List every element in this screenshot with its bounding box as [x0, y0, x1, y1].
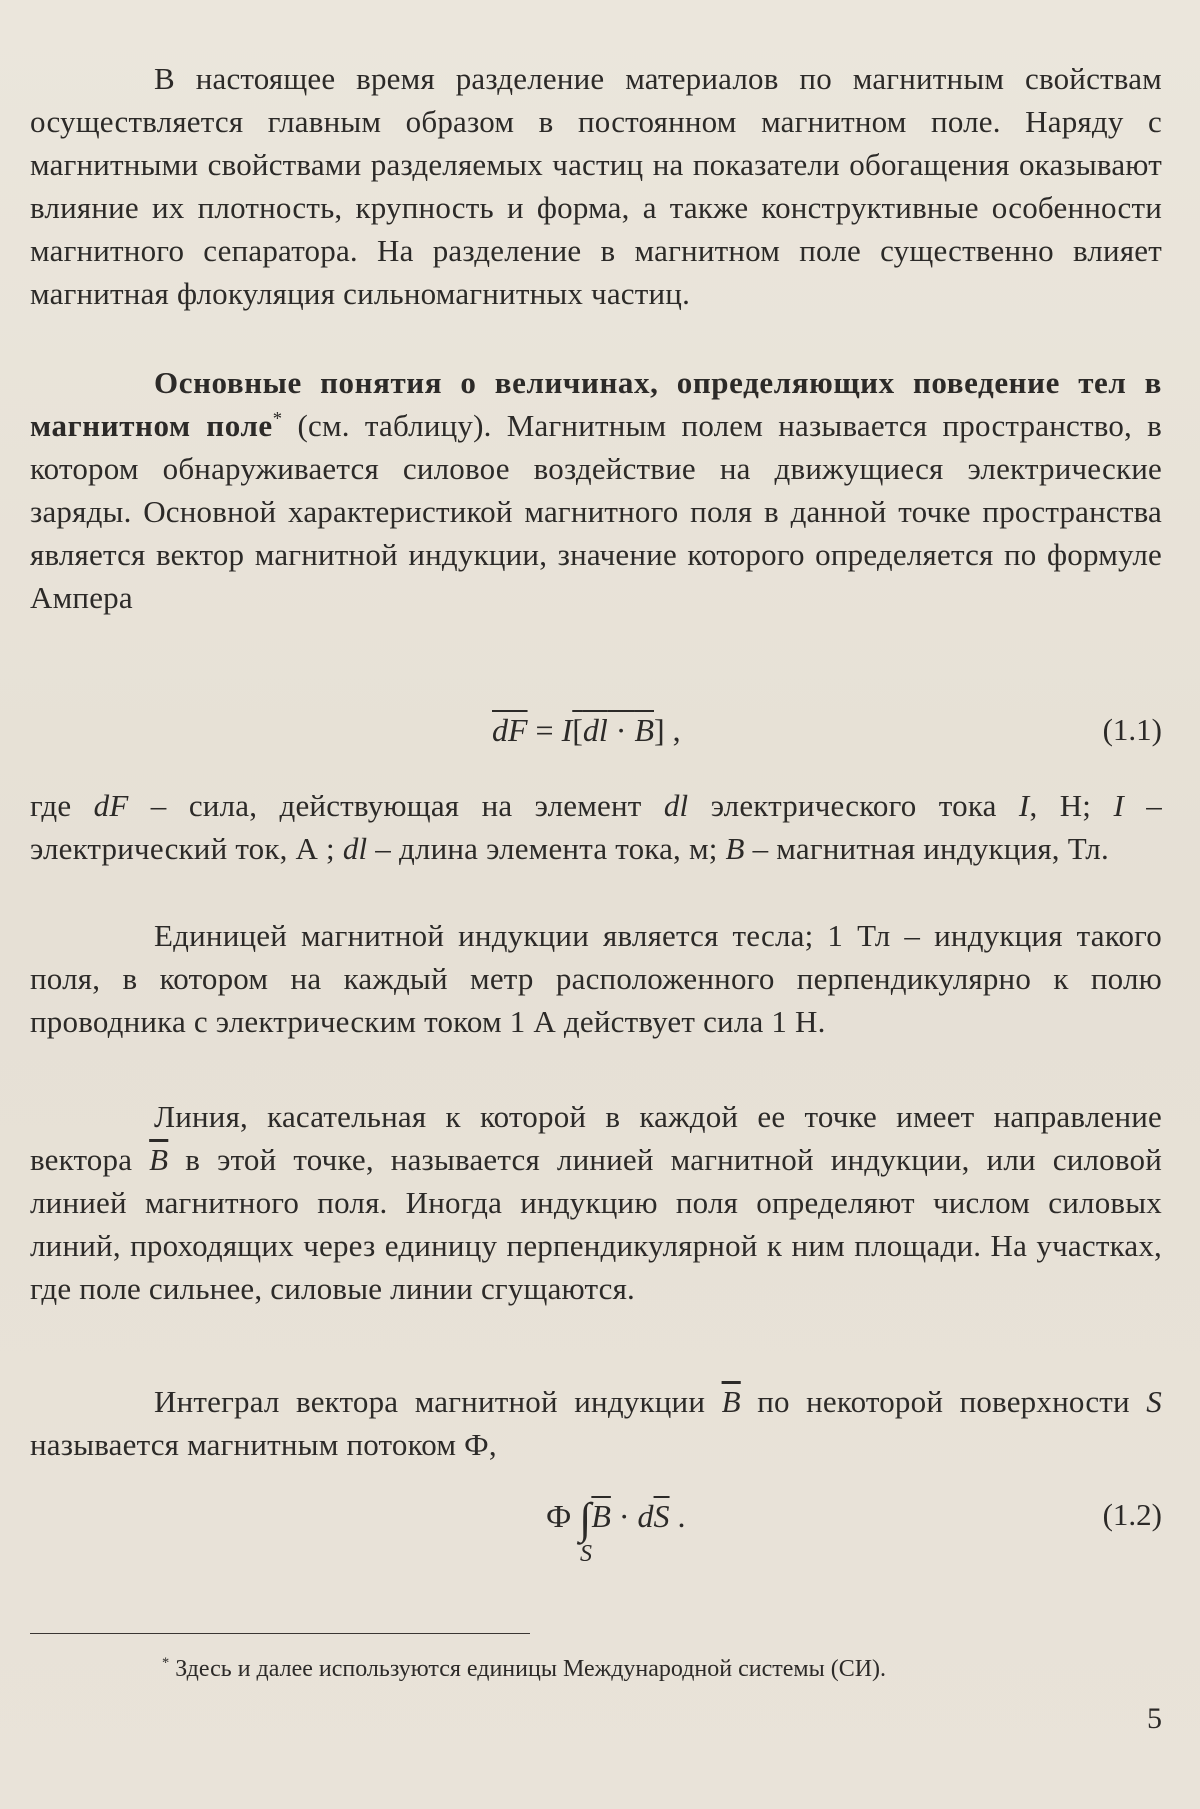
where-I-2: I [1113, 788, 1124, 823]
where-paragraph [30, 784, 1162, 870]
formula-ampere [492, 712, 681, 749]
equation-number-1-2: (1.2) [1102, 1497, 1162, 1532]
page-number: 5 [1147, 1702, 1162, 1735]
paragraph-4-text-b: в этой точке, называется линией магнитной индукции, или силовой линией магнитного поля. Иногда индукцию поля определяют числом силовых линий, проходящих через единицу перпендикулярной к ним площади. На участках, где поле сильнее, силовые линии сгущаются. [30, 1142, 1163, 1306]
formula-bracket-close: ] [654, 712, 665, 748]
formula-bracket-vector [572, 712, 654, 748]
formula-dF: $\overline{dF}$ [492, 712, 528, 748]
integral-sign: ∫ [579, 1494, 592, 1543]
formula-dot: · [607, 712, 635, 748]
where-text-3: , Н; [1029, 788, 1114, 823]
paragraph-5-text-a: Интеграл вектора магнитной индукции [154, 1384, 722, 1419]
formula-dot-2: · [610, 1498, 638, 1534]
formula-dl: dl [582, 712, 608, 748]
formula-period: . [669, 1498, 686, 1534]
paragraph-tesla [30, 914, 1162, 1043]
where-text-1: – сила, действующая на элемент [128, 788, 664, 823]
paragraph-5-text-c: называется магнитным потоком Ф, [30, 1427, 497, 1462]
formula-B: B [634, 712, 654, 748]
formula-I: I [561, 712, 573, 748]
where-I: I [1018, 788, 1030, 823]
formula-flux [546, 1491, 686, 1567]
formula-equals: = [527, 712, 562, 748]
paragraph-5 [30, 1380, 1162, 1466]
paragraph-2 [30, 361, 1162, 619]
where-text-5: – длина элемента тока, м; [367, 831, 726, 866]
paragraph-induction-lines [30, 1095, 1162, 1310]
where-prefix: где [30, 788, 94, 823]
paragraph-5-text-b: по некоторой поверхности [740, 1384, 1147, 1419]
paragraph-4 [30, 1095, 1162, 1310]
formula-S-vector: $\overline{S}$ [653, 1498, 670, 1534]
paragraph-4-text-a: Линия, касательная к которой в каждой ее точке имеет направление вектора [30, 1099, 1162, 1177]
equation-number-1-1: (1.1) [1102, 712, 1162, 747]
paragraph-1: В настоящее время разделение материалов по магнитным свойствам осуществляется главным образом в постоянном магнитном поле. Наряду с магнитными свойствами разделяемых частиц на показатели обогащения оказывают влияние их плотность, крупность и форма, а также конструктивные особенности магнитного сепаратора. На разделение в магнитном поле существенно влияет магнитная флокуляция сильномагнитных частиц. [30, 61, 1162, 311]
paragraph-basic-concepts [30, 361, 1162, 619]
paragraph-intro [30, 57, 1162, 315]
formula-d: d [637, 1498, 654, 1534]
footnote-marker: * [272, 408, 283, 430]
where-text-4: – электрический ток, А ; [30, 788, 1162, 866]
paragraph-2-text: (см. таблицу). Магнитным полем называется пространство, в котором обнаруживается силовое воздействие на движущиеся электрические заряды. Основной характеристикой магнитного поля в данной точке пространства является вектор магнитной индукции, значение которого определяется по формуле Ампера [30, 408, 1162, 615]
paragraph-3: Единицей магнитной индукции является тесла; 1 Тл – индукция такого поля, в котором на каждый метр расположенного перпендикулярно к полю проводника с электрическим током 1 А действует сила 1 Н. [30, 918, 1162, 1039]
integral-subscript-S: S [580, 1541, 592, 1567]
vector-B: $\overline{B}$ [149, 1142, 169, 1177]
formula-bracket-open: [ [572, 712, 583, 748]
formula-1-2-row [30, 1491, 1162, 1581]
footnote-text: Здесь и далее используются единицы Международной системы (СИ). [169, 1656, 887, 1682]
section-heading-inline: Основные понятия о величинах, определяющих поведение тел в магнитном поле [30, 365, 1162, 443]
formula-phi: Ф [546, 1498, 572, 1534]
where-text-2: электрического тока [688, 788, 1019, 823]
where-dl: dl [663, 788, 689, 823]
footnote-divider [30, 1633, 530, 1634]
vector-B-2: $\overline{B}$ [721, 1384, 741, 1419]
paragraph-flux [30, 1380, 1162, 1466]
formula-B-vector: $\overline{B}$ [591, 1498, 611, 1534]
where-text-6: – магнитная индукция, Тл. [744, 831, 1109, 866]
where-B: B [725, 831, 745, 866]
where-dl-2: dl [342, 831, 368, 866]
formula-1-1-row [30, 712, 1162, 772]
where-dF: dF [93, 788, 129, 823]
formula-1-1-explanation [30, 784, 1162, 870]
footnote [162, 1654, 886, 1684]
surface-S: S [1146, 1384, 1162, 1419]
footnote-star: * [162, 1655, 170, 1671]
formula-comma: , [664, 712, 681, 748]
